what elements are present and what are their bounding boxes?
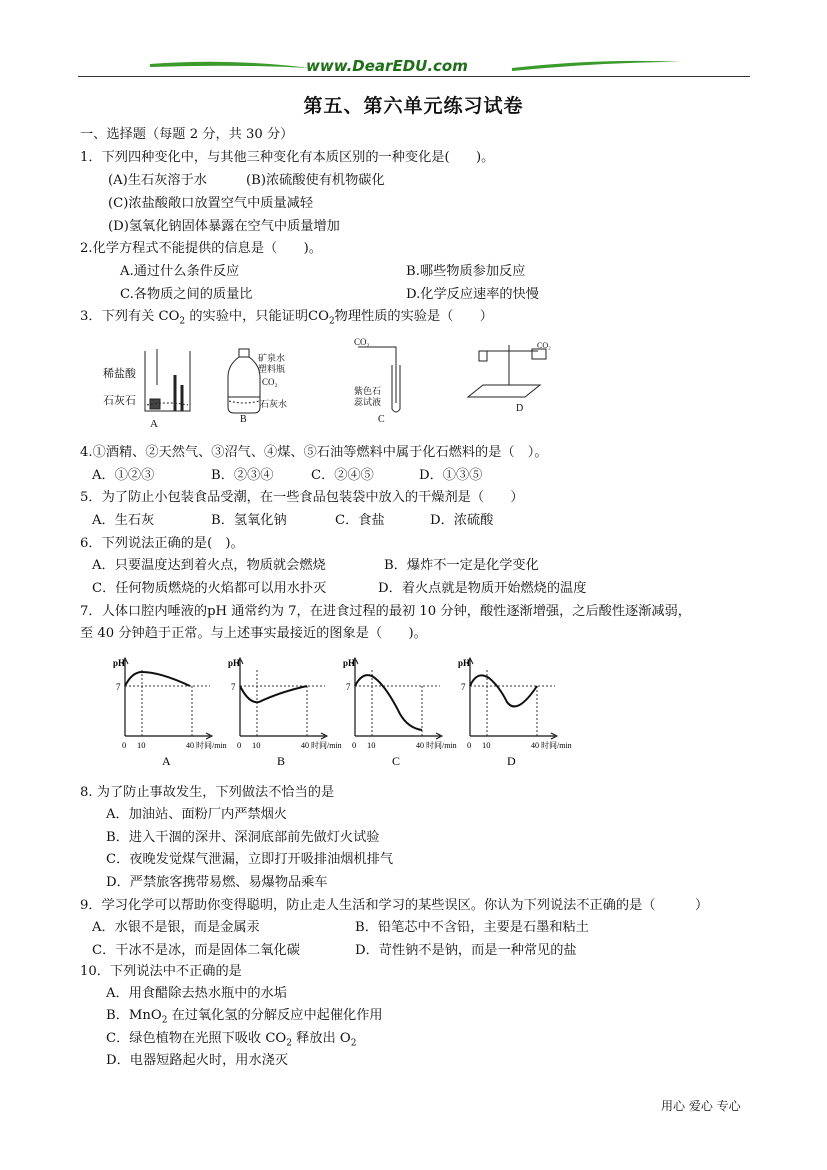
q1-option-a: (A)生石灰溶于水: [108, 173, 207, 188]
y-axis-label: pH: [343, 658, 356, 668]
x0-label: 0: [467, 740, 472, 750]
q1-option-c: (C)浓盐酸敞口放置空气中质量减轻: [108, 196, 314, 211]
q2-option-d: D.化学反应速率的快慢: [406, 287, 539, 302]
x10-label: 10: [137, 740, 146, 750]
q10-option-d: D．电器短路起火时，用水浇灭: [106, 1053, 289, 1068]
graph-letter: B: [277, 754, 286, 768]
q5-option-d: D．浓硫酸: [430, 513, 494, 528]
q2-option-c: C.各物质之间的质量比: [120, 287, 253, 302]
page-title: 第五、第六单元练习试卷: [303, 95, 524, 117]
graph-letter: C: [392, 754, 401, 768]
q3-d-label: CO₂: [537, 341, 551, 350]
q3-b-label3: CO₂: [262, 377, 278, 387]
q3-c-letter: C: [378, 414, 385, 425]
q3-figure-d: [468, 345, 546, 397]
page-footer: 用心 爱心 专心: [661, 1099, 741, 1113]
ph-curve: [125, 672, 190, 686]
section-heading: 一、选择题（每题 2 分，共 30 分）: [80, 127, 294, 142]
q8-option-d: D．严禁旅客携带易燃、易爆物品乘车: [106, 875, 328, 890]
q6-stem: 6．下列说法正确的是( )。: [80, 536, 244, 551]
q4-option-a: A．①②③: [92, 468, 155, 483]
x10-label: 10: [367, 740, 376, 750]
graph-letter: D: [507, 754, 516, 768]
q5-option-b: B．氢氧化钠: [211, 513, 287, 528]
q7-graph-c: [343, 658, 457, 768]
q3-b-letter: B: [240, 414, 247, 425]
x10-label: 10: [252, 740, 261, 750]
x40-label: 40 时间/min: [301, 741, 342, 750]
q3-c-label2: 蕊试液: [354, 397, 382, 407]
q7-line1: 7．人体口腔内唾液的pH 通常约为 7，在进食过程的最初 10 分钟，酸性逐渐增强，之后酸性逐渐减弱，: [80, 604, 691, 619]
logo-swoosh-left: [150, 56, 310, 76]
q3-b-label2: 塑料瓶: [258, 364, 286, 374]
logo-swoosh-right: [512, 56, 682, 76]
q8-stem: 8. 为了防止事故发生，下列做法不恰当的是: [80, 785, 335, 800]
q8-option-b: B．进入干涸的深井、深洞底部前先做灯火试验: [106, 830, 380, 845]
x40-label: 40 时间/min: [186, 741, 227, 750]
q7-graph-a: [113, 658, 227, 768]
q9-option-b: B．铅笔芯中不含铅，主要是石墨和粘土: [355, 920, 589, 935]
y-axis-label: pH: [113, 658, 126, 668]
q7-ph-graphs: [110, 652, 590, 770]
x0-label: 0: [122, 740, 127, 750]
q4-option-b: B．②③④: [211, 468, 274, 483]
q3-c-label1: 紫色石: [354, 386, 382, 396]
q4-option-d: D．①③⑤: [419, 468, 483, 483]
q9-option-a: A．水银不是银，而是金属汞: [92, 920, 260, 935]
q3-d-letter: D: [516, 403, 524, 414]
y-axis-label: pH: [458, 658, 471, 668]
q3-stem: 3．下列有关 $CO_2$ 的实验中，只能证明$CO_2$物理性质的实验是（ ）: [80, 309, 493, 327]
q3-a-label2: 石灰石: [103, 395, 136, 407]
y-axis-label: pH: [228, 658, 241, 668]
ph-curve: [470, 675, 537, 706]
q5-option-a: A．生石灰: [92, 513, 155, 528]
q10-stem: 10．下列说法中不正确的是: [80, 964, 242, 979]
x10-label: 10: [482, 740, 491, 750]
q6-option-c: C．任何物质燃烧的火焰都可以用水扑灭: [92, 581, 327, 596]
ph7-label: 7: [461, 682, 466, 692]
x0-label: 0: [237, 740, 242, 750]
q10-option-c: C．绿色植物在光照下吸收 $CO_2$ 释放出 $O_2$: [106, 1031, 357, 1049]
q10-option-a: A．用食醋除去热水瓶中的水垢: [106, 986, 287, 1001]
q5-option-c: C．食盐: [335, 513, 385, 528]
q2-option-b: B.哪些物质参加反应: [406, 264, 526, 279]
q1-stem: 1．下列四种变化中，与其他三种变化有本质区别的一种变化是( )。: [80, 150, 495, 165]
q4-stem: 4.①酒精、②天然气、③沼气、④煤、⑤石油等燃料中属于化石燃料的是（ ）。: [80, 445, 548, 460]
q8-option-c: C．夜晚发觉煤气泄漏，立即打开吸排油烟机排气: [106, 852, 394, 867]
ph-curve: [355, 675, 422, 730]
q7-line2: 至 40 分钟趋于正常。与上述事实最接近的图象是（ )。: [80, 626, 427, 641]
q9-option-c: C．干冰不是冰，而是固体二氧化碳: [92, 943, 300, 958]
header-rule: [78, 76, 750, 77]
q3-figure-b: [228, 349, 260, 413]
ph-curve: [240, 686, 307, 702]
q2-stem: 2.化学方程式不能提供的信息是（ )。: [80, 241, 322, 256]
q3-b-label1: 矿泉水: [258, 353, 286, 363]
q3-c-label0: CO₂: [354, 337, 370, 347]
ph7-label: 7: [231, 682, 236, 692]
q3-a-letter: A: [150, 418, 158, 427]
graph-letter: A: [162, 754, 171, 768]
x40-label: 40 时间/min: [416, 741, 457, 750]
q5-stem: 5．为了防止小包装食品受潮，在一些食品包装袋中放入的干燥剂是（ ）: [80, 490, 524, 505]
q9-option-d: D．苛性钠不是钠，而是一种常见的盐: [355, 943, 577, 958]
q4-option-c: C．②④⑤: [311, 468, 374, 483]
ph7-label: 7: [346, 682, 351, 692]
q7-graph-d: [458, 658, 572, 768]
q3-figure-a: [145, 349, 190, 411]
x40-label: 40 时间/min: [531, 741, 572, 750]
q3-a-label1: 稀盐酸: [103, 368, 136, 380]
x0-label: 0: [352, 740, 357, 750]
ph7-label: 7: [116, 682, 121, 692]
q3-apparatus-figures: [100, 335, 560, 427]
q6-option-a: A．只要温度达到着火点，物质就会燃烧: [92, 558, 326, 573]
q10-option-b: B．MnO$_2$ 在过氧化氢的分解反应中起催化作用: [106, 1008, 383, 1026]
q2-option-a: A.通过什么条件反应: [120, 264, 240, 279]
q3-b-label4: 石灰水: [260, 399, 288, 409]
q1-option-d: (D)氢氧化钠固体暴露在空气中质量增加: [108, 219, 340, 234]
q7-graph-b: [228, 658, 342, 768]
q8-option-a: A．加油站、面粉厂内严禁烟火: [106, 807, 287, 822]
site-logo: www.DearEDU.com: [306, 57, 468, 75]
q6-option-d: D．着火点就是物质开始燃烧的温度: [378, 581, 587, 596]
q1-option-b: (B)浓硫酸使有机物碳化: [246, 173, 385, 188]
q6-option-b: B．爆炸不一定是化学变化: [384, 558, 539, 573]
q9-stem: 9．学习化学可以帮助你变得聪明，防止走人生活和学习的某些误区。你认为下列说法不正确的是（ ）: [80, 898, 709, 913]
